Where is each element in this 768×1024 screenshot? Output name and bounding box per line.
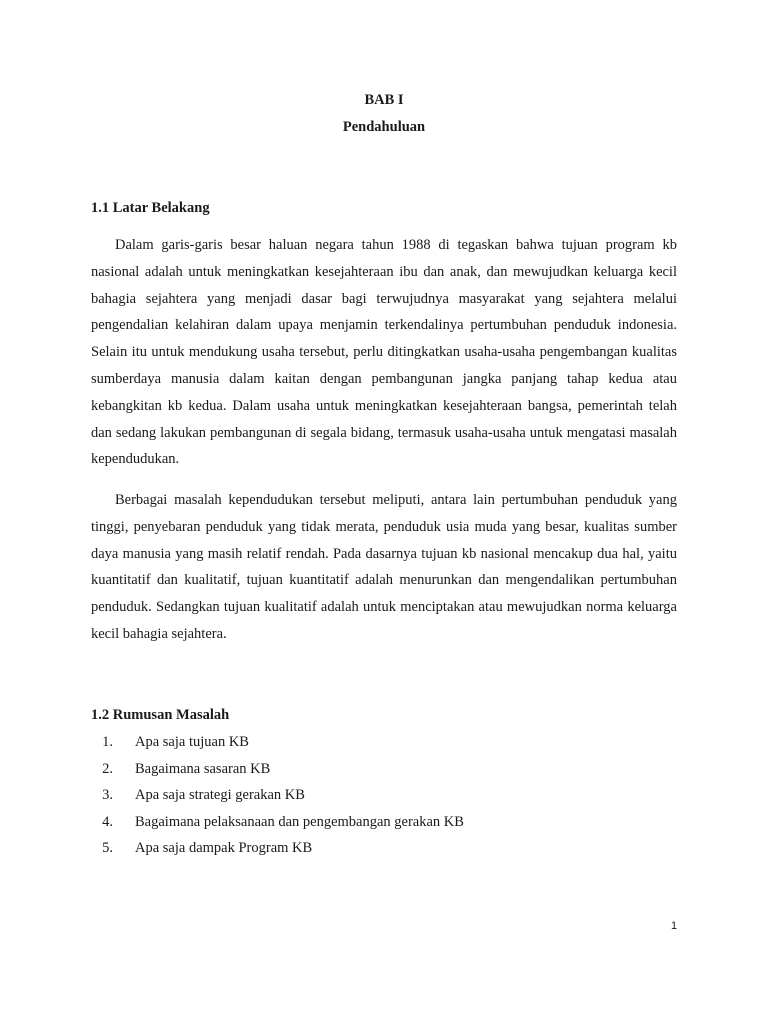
list-item-text: Bagaimana sasaran KB	[135, 760, 271, 777]
chapter-label: BAB I	[364, 92, 404, 108]
list-item-text: Apa saja dampak Program KB	[135, 840, 313, 857]
problem-list	[91, 732, 464, 865]
paragraph: Berbagai masalah kependudukan tersebut meliputi, antara lain pertumbuhan penduduk yang tinggi, penyebaran penduduk yang tidak merata, penduduk usia muda yang besar, kualitas sumber daya manusia yang masih relatif rendah. Pada dasarnya tujuan kb nasional mencakup dua hal, yaitu kuantitatif dan kualitatif, tujuan kuantitatif adalah menurunkan dan mengendalikan pertumbuhan penduduk. Sedangkan tujuan kualitatif adalah untuk menciptakan atau mewujudkan norma keluarga kecil bahagia sejahtera.	[91, 492, 677, 642]
section-heading-latar-belakang: 1.1 Latar Belakang	[91, 200, 210, 216]
list-item	[91, 812, 464, 839]
list-item-number: 5.	[102, 840, 113, 857]
list-item-number: 4.	[102, 813, 113, 830]
list-item-number: 3.	[102, 787, 113, 804]
list-item-text: Bagaimana pelaksanaan dan pengembangan gerakan KB	[135, 813, 464, 830]
list-item	[91, 759, 464, 786]
paragraph: Dalam garis-garis besar haluan negara tahun 1988 di tegaskan bahwa tujuan program kb nasional adalah untuk meningkatkan kesejahteraan ibu dan anak, dan mewujudkan keluarga kecil bahagia sejahtera yang menjadi dasar bagi terwujudnya masyarakat yang sejahtera melalui pengendalian kelahiran dalam upaya menjamin terkendalinya pertumbuhan penduduk indonesia. Selain itu untuk mendukung usaha tersebut, perlu ditingkatkan usaha-usaha pengembangan kualitas sumberdaya manusia dalam kaitan dengan pembangunan jangka panjang tahap kedua atau kebangkitan kb kedua. Dalam usaha untuk meningkatkan kesejahteraan bangsa, pemerintah telah dan sedang lakukan pembangunan di segala bidang, termasuk usaha-usaha untuk mengatasi masalah kependudukan.	[91, 237, 677, 468]
list-item-text: Apa saja strategi gerakan KB	[135, 787, 305, 804]
list-item	[91, 785, 464, 812]
list-item-text: Apa saja tujuan KB	[135, 734, 249, 750]
list-item-number: 2.	[102, 760, 113, 777]
page-number: 1	[670, 920, 678, 932]
chapter-title: Pendahuluan	[342, 119, 426, 135]
list-item	[91, 838, 464, 865]
list-item-number: 1.	[102, 734, 113, 750]
section-heading-rumusan-masalah: 1.2 Rumusan Masalah	[91, 707, 230, 723]
list-item	[91, 732, 464, 759]
